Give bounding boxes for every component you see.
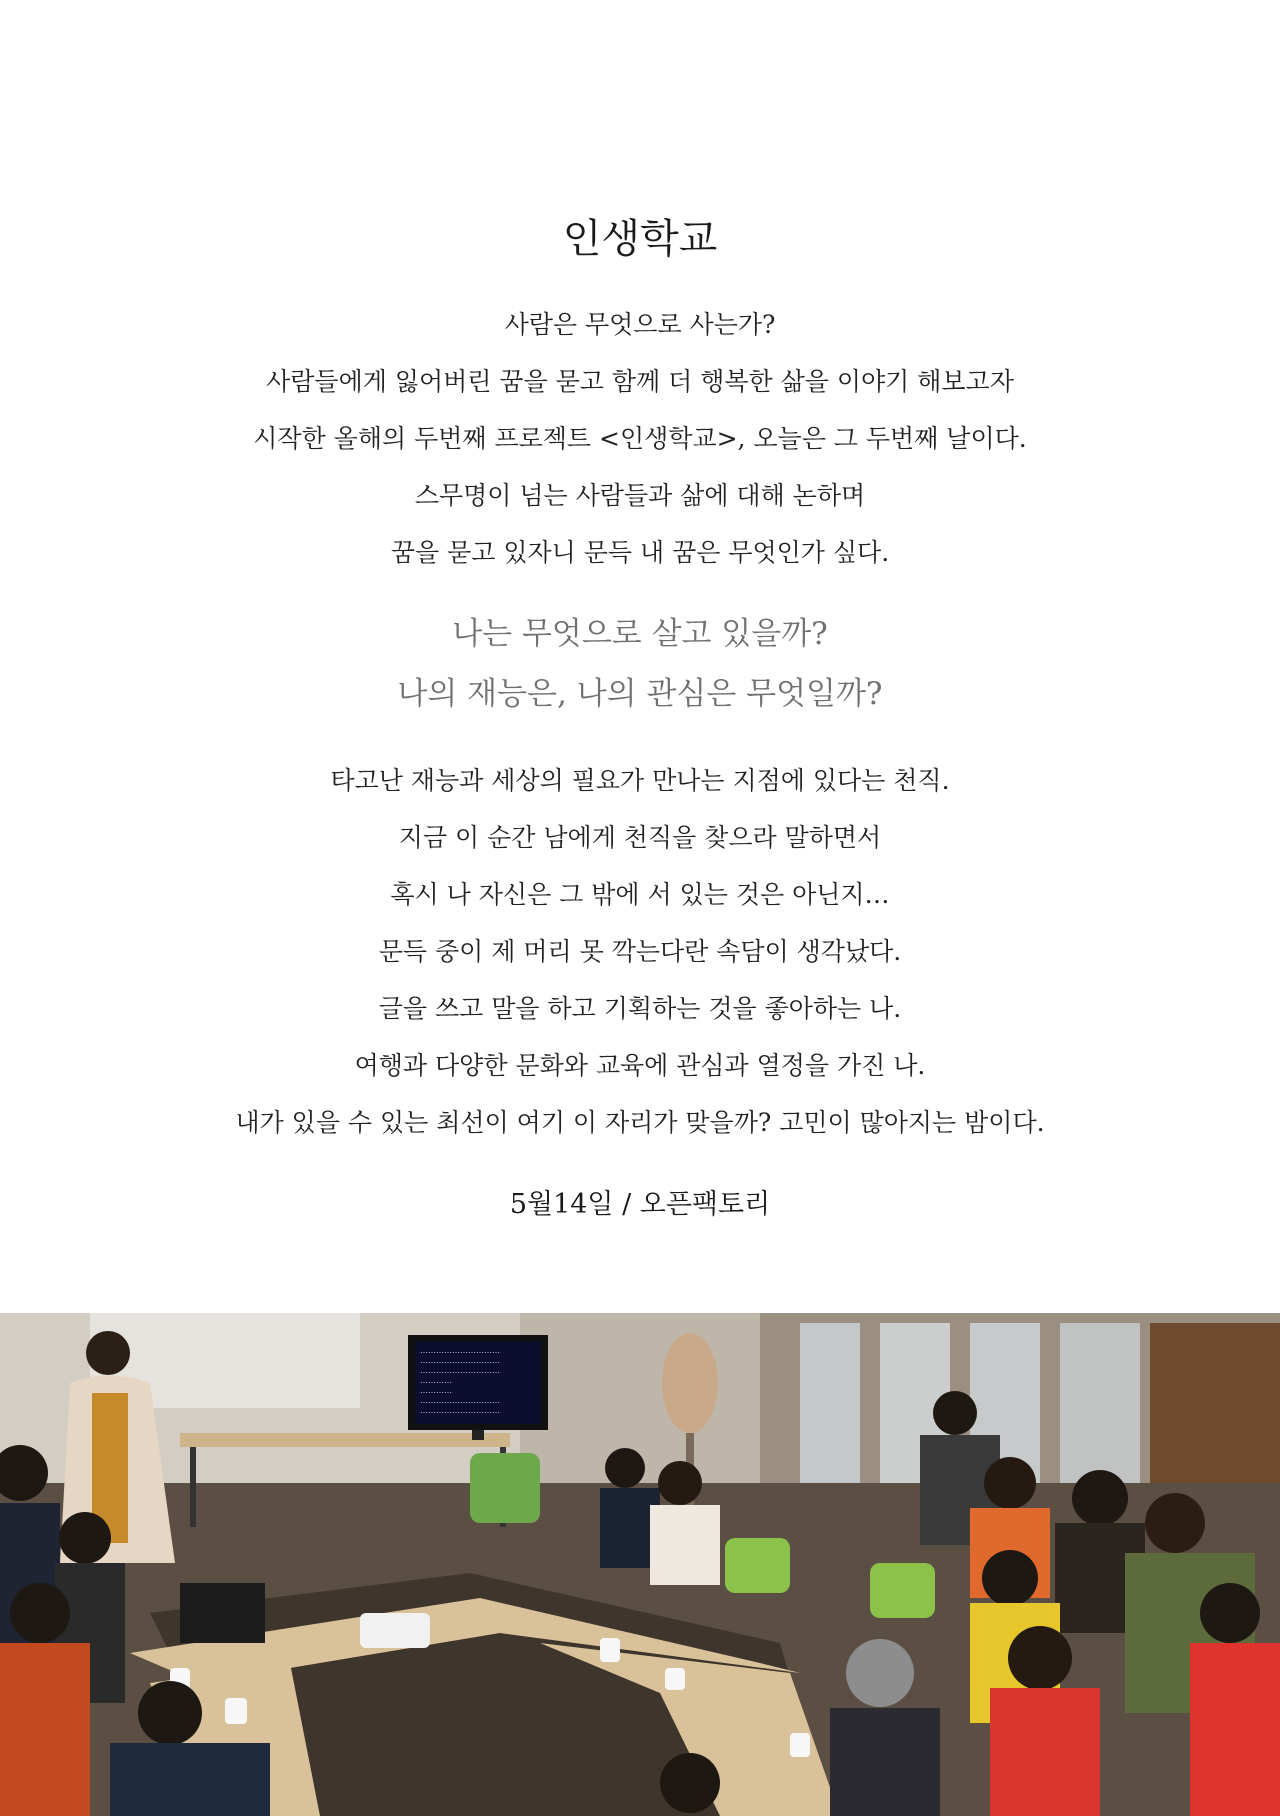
intro-line: 스무명이 넘는 사람들과 삶에 대해 논하며 bbox=[414, 481, 866, 510]
body-line: 내가 있을 수 있는 최선이 여기 이 자리가 맞을까? 고민이 많아지는 밤이다. bbox=[235, 1108, 1045, 1137]
question-paragraph bbox=[0, 604, 1280, 724]
tv-monitor bbox=[408, 1335, 548, 1440]
workshop-photo bbox=[0, 1313, 1280, 1816]
body-line: 혹시 나 자신은 그 밖에 서 있는 것은 아닌지… bbox=[390, 880, 890, 909]
intro-line: 사람은 무엇으로 사는가? bbox=[504, 310, 776, 339]
body-line: 여행과 다양한 문화와 교육에 관심과 열정을 가진 나. bbox=[354, 1051, 926, 1080]
body-line: 지금 이 순간 남에게 천직을 찾으라 말하면서 bbox=[398, 823, 882, 852]
body-line: 글을 쓰고 말을 하고 기획하는 것을 좋아하는 나. bbox=[378, 994, 902, 1023]
tv-screen-text: ………………………… bbox=[420, 1366, 500, 1375]
tv-screen-text: ………………………… bbox=[420, 1356, 500, 1365]
body-paragraph bbox=[0, 752, 1280, 1151]
page-title: 인생학교 bbox=[562, 216, 718, 262]
intro-line: 꿈을 묻고 있자니 문득 내 꿈은 무엇인가 싶다. bbox=[390, 538, 890, 567]
tv-screen-text: ………… bbox=[420, 1376, 452, 1385]
tv-screen-text: ………………………… bbox=[420, 1396, 500, 1405]
body-line: 문득 중이 제 머리 못 깍는다란 속담이 생각났다. bbox=[378, 937, 902, 966]
intro-line: 시작한 올해의 두번째 프로젝트 <인생학교>, 오늘은 그 두번째 날이다. bbox=[253, 424, 1027, 453]
tv-screen-text: ………………………… bbox=[420, 1346, 500, 1355]
question-line: 나의 재능은, 나의 관심은 무엇일까? bbox=[397, 676, 883, 712]
intro-paragraph bbox=[0, 296, 1280, 581]
tv-screen-text: ………… bbox=[420, 1386, 452, 1395]
body-line: 타고난 재능과 세상의 필요가 만나는 지점에 있다는 천직. bbox=[330, 766, 950, 795]
question-line: 나는 무엇으로 살고 있을까? bbox=[452, 616, 828, 652]
date-place-caption: 5월14일 / 오픈팩토리 bbox=[509, 1189, 771, 1220]
tv-screen-text: ………………………… bbox=[420, 1406, 500, 1415]
intro-line: 사람들에게 잃어버린 꿈을 묻고 함께 더 행복한 삶을 이야기 해보고자 bbox=[266, 367, 1014, 396]
